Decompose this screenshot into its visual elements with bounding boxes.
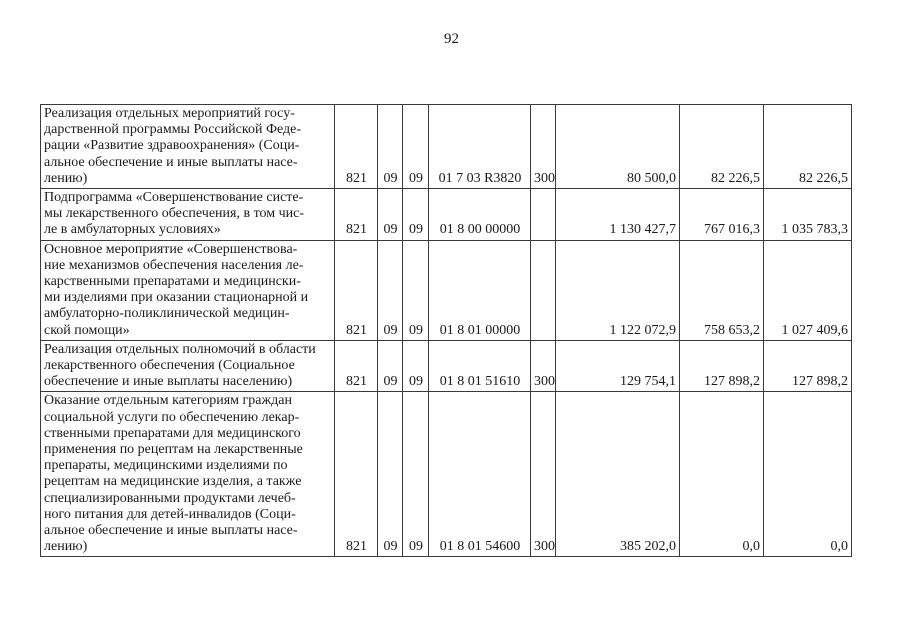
section-code-cell: 09 [378, 340, 403, 392]
amount-year-1-cell: 80 500,0 [556, 105, 680, 189]
table-row [41, 189, 852, 241]
budget-table [40, 104, 852, 557]
table-row [41, 340, 852, 392]
description-line: лению) [44, 539, 88, 555]
section-code-cell: 09 [378, 392, 403, 557]
table-row [41, 392, 852, 557]
description-line: альное обеспечение и иные выплаты насе- [44, 154, 298, 170]
page-number: 92 [444, 31, 459, 47]
amount-year-2-cell: 0,0 [680, 392, 764, 557]
ministry-code-cell: 821 [335, 340, 378, 392]
description-line: специализированными продуктами лечеб- [44, 490, 296, 506]
description-line: Основное мероприятие «Совершенствова- [44, 241, 298, 257]
description-line: Реализация отдельных мероприятий госу- [44, 106, 295, 121]
table-row [41, 240, 852, 340]
description-cell [41, 189, 335, 241]
description-cell [41, 105, 335, 189]
description-cell [41, 240, 335, 340]
amount-year-2-cell: 758 653,2 [680, 240, 764, 340]
ministry-code-cell: 821 [335, 189, 378, 241]
amount-year-1-cell: 1 122 072,9 [556, 240, 680, 340]
description-line: ние механизмов обеспечения населения ле- [44, 257, 304, 273]
expense-type-cell: 300 [531, 105, 556, 189]
description-line: применения по рецептам на лекарственные [44, 442, 303, 458]
amount-year-2-cell: 767 016,3 [680, 189, 764, 241]
amount-year-3-cell: 1 035 783,3 [764, 189, 852, 241]
target-article-cell: 01 8 01 51610 [429, 340, 531, 392]
target-article-cell: 01 7 03 R3820 [429, 105, 531, 189]
section-code-cell: 09 [378, 105, 403, 189]
amount-year-3-cell: 0,0 [764, 392, 852, 557]
amount-year-2-cell: 82 226,5 [680, 105, 764, 189]
subsection-code-cell: 09 [403, 392, 429, 557]
description-line: социальной услуги по обеспечению лекар- [44, 409, 300, 425]
subsection-code-cell: 09 [403, 340, 429, 392]
description-line: альное обеспечение и иные выплаты насе- [44, 523, 298, 539]
ministry-code-cell: 821 [335, 105, 378, 189]
amount-year-3-cell: 127 898,2 [764, 340, 852, 392]
target-article-cell: 01 8 00 00000 [429, 189, 531, 241]
description-line: ле в амбулаторных условиях» [44, 222, 221, 238]
target-article-cell: 01 8 01 00000 [429, 240, 531, 340]
subsection-code-cell: 09 [403, 240, 429, 340]
description-line: ской помощи» [44, 322, 130, 338]
description-line: Реализация отдельных полномочий в области [44, 341, 316, 357]
amount-year-1-cell: 385 202,0 [556, 392, 680, 557]
description-cell [41, 392, 335, 557]
description-line: Оказание отдельным категориям граждан [44, 393, 292, 409]
description-line: дарственной программы Российской Феде- [44, 122, 302, 138]
description-line: препараты, медицинскими изделиями по [44, 458, 288, 474]
table-row [41, 105, 852, 189]
description-line: лекарственного обеспечения (Социальное [44, 358, 295, 374]
amount-year-1-cell: 1 130 427,7 [556, 189, 680, 241]
amount-year-1-cell: 129 754,1 [556, 340, 680, 392]
subsection-code-cell: 09 [403, 189, 429, 241]
description-line: амбулаторно-поликлинической медицин- [44, 306, 290, 322]
table-body [41, 105, 852, 557]
description-line: обеспечение и иные выплаты населению) [44, 374, 293, 390]
description-line: ного питания для детей-инвалидов (Соци- [44, 506, 296, 522]
description-cell [41, 340, 335, 392]
amount-year-3-cell: 1 027 409,6 [764, 240, 852, 340]
expense-type-cell: 300 [531, 392, 556, 557]
description-line: ственными препаратами для медицинского [44, 425, 301, 441]
ministry-code-cell: 821 [335, 240, 378, 340]
description-line: мы лекарственного обеспечения, в том чис- [44, 206, 305, 222]
expense-type-cell: 300 [531, 340, 556, 392]
amount-year-2-cell: 127 898,2 [680, 340, 764, 392]
description-line: лению) [44, 170, 88, 186]
subsection-code-cell: 09 [403, 105, 429, 189]
ministry-code-cell: 821 [335, 392, 378, 557]
description-line: рации «Развитие здравоохранения» (Соци- [44, 138, 300, 154]
description-line: рецептам на медицинские изделия, а также [44, 474, 302, 490]
description-line: карственными препаратами и медицински- [44, 274, 301, 290]
expense-type-cell [531, 189, 556, 241]
description-line: Подпрограмма «Совершенствование систе- [44, 190, 304, 206]
description-line: ми изделиями при оказании стационарной и [44, 290, 309, 306]
expense-type-cell [531, 240, 556, 340]
section-code-cell: 09 [378, 189, 403, 241]
section-code-cell: 09 [378, 240, 403, 340]
target-article-cell: 01 8 01 54600 [429, 392, 531, 557]
amount-year-3-cell: 82 226,5 [764, 105, 852, 189]
